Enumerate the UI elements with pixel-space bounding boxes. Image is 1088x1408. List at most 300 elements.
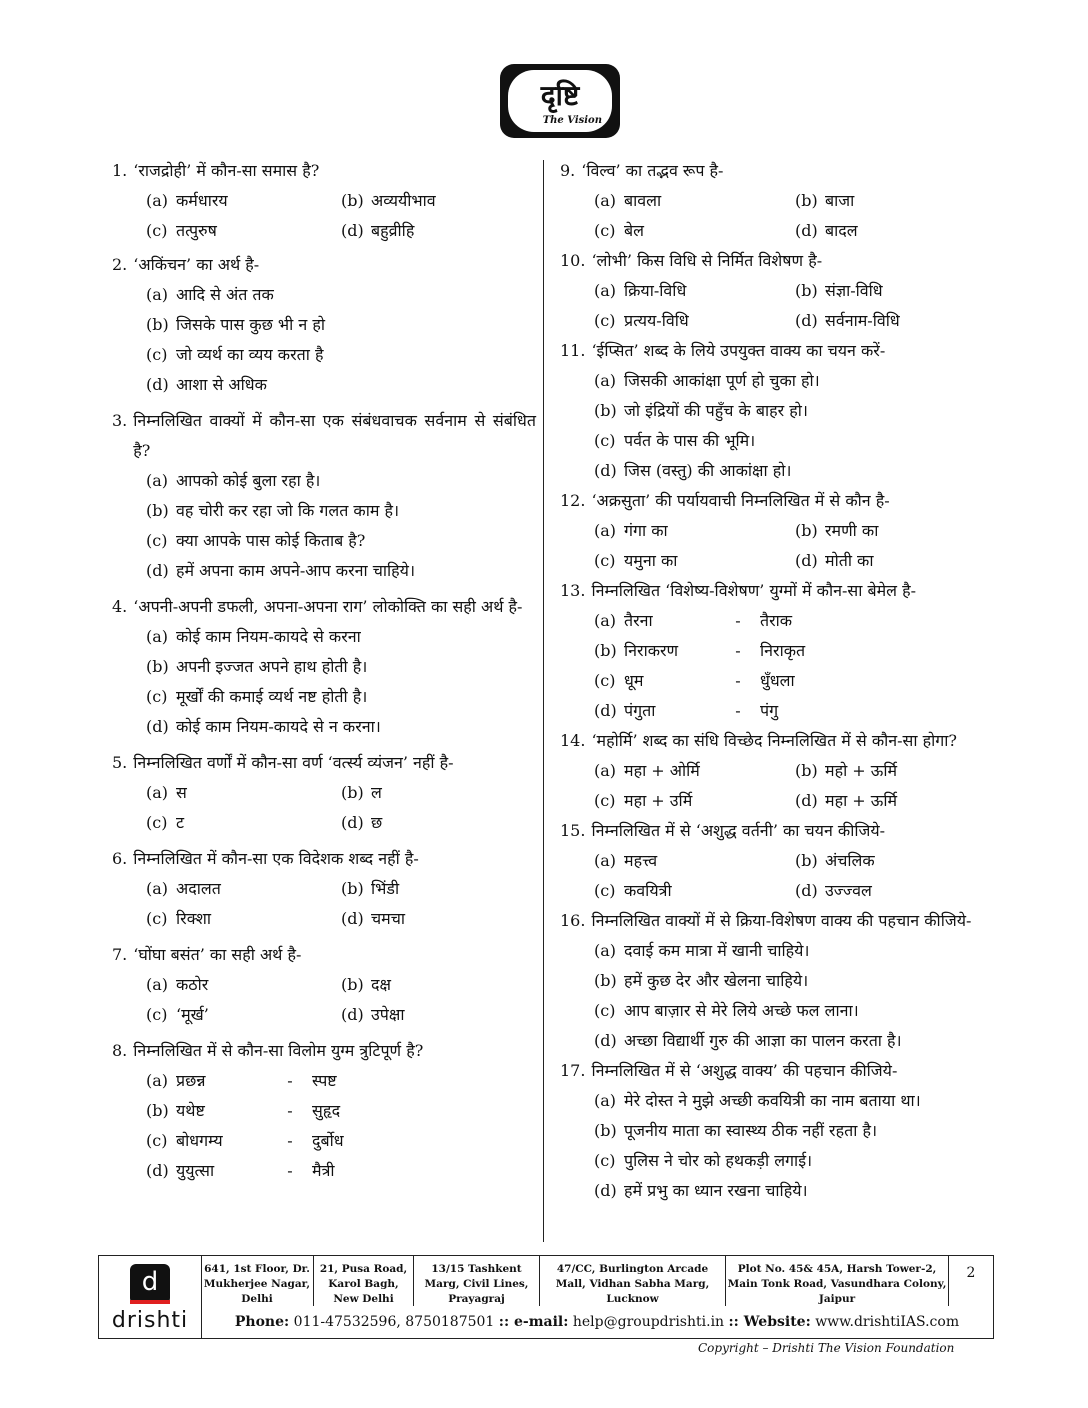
option-label: (c) [146, 1131, 168, 1150]
option-label: (c) [146, 345, 168, 364]
option-text: कठोर [176, 975, 209, 994]
question-text [560, 486, 996, 516]
option-label: (b) [594, 401, 617, 420]
email-label: :: e-mail: [498, 1314, 569, 1330]
options [594, 186, 996, 246]
option-label: (a) [146, 783, 169, 802]
option [594, 696, 996, 726]
question-stem: निम्नलिखित में से कौन-सा विलोम युग्म त्रुटिपूर्ण है? [133, 1041, 424, 1060]
option [594, 1086, 996, 1116]
option [146, 778, 341, 808]
question-number: 9. [560, 161, 576, 180]
option [146, 340, 536, 370]
option [146, 970, 341, 1000]
option-text: जिसके पास कुछ भी न हो [176, 315, 326, 334]
option-label: (d) [795, 551, 818, 570]
options [594, 366, 996, 486]
options [146, 186, 536, 246]
option-text: हमें कुछ देर और खेलना चाहिये। [624, 971, 809, 990]
email[interactable]: help@groupdrishti.in [572, 1314, 725, 1330]
question-block [560, 486, 996, 576]
option [146, 496, 536, 526]
option [146, 712, 536, 742]
option-row [594, 276, 996, 306]
option [341, 970, 536, 1000]
option-label: (d) [341, 909, 364, 928]
question-text [112, 748, 536, 778]
option-label: (b) [795, 191, 818, 210]
question-text [560, 246, 996, 276]
option-label: (c) [594, 221, 616, 240]
option-text: ‘मूर्ख’ [176, 1005, 209, 1024]
option-label: (d) [146, 375, 169, 394]
question-stem: ‘अपनी-अपनी डफली, अपना-अपना राग’ लोकोक्ति का सही अर्थ है- [133, 597, 523, 616]
option-word: बोधगम्य [176, 1131, 223, 1150]
logo-title: दृष्टि [540, 79, 580, 112]
option-dash: - [735, 701, 741, 720]
option [146, 186, 341, 216]
question-stem: ‘महोर्मि’ शब्द का संधि विच्छेद निम्नलिखित में से कौन-सा होगा? [591, 731, 957, 750]
option-text: ट [176, 813, 185, 832]
option-label: (b) [795, 851, 818, 870]
option-label: (a) [146, 1071, 169, 1090]
question-text [112, 406, 536, 466]
question-block [560, 816, 996, 906]
address-karol-bagh: 21, Pusa Road, Karol Bagh, New Delhi [314, 1256, 414, 1306]
option-text: भिंडी [371, 879, 400, 898]
option-label: (a) [594, 521, 617, 540]
option [594, 546, 795, 576]
option-label: (b) [341, 975, 364, 994]
option [146, 874, 341, 904]
option-text: अव्ययीभाव [371, 191, 436, 210]
option [594, 786, 795, 816]
question-stem: निम्नलिखित ‘विशेष्य-विशेषण’ युग्मों में कौन-सा बेमेल है- [591, 581, 916, 600]
option-label: (a) [146, 191, 169, 210]
option-text: जो व्यर्थ का व्यय करता है [176, 345, 324, 364]
option-text: आशा से अधिक [176, 375, 267, 394]
option-label: (a) [594, 851, 617, 870]
option-dash: - [735, 611, 741, 630]
option [795, 306, 996, 336]
option-label: (b) [146, 315, 169, 334]
footer-brand: drishti [111, 1308, 189, 1333]
option-label: (c) [594, 311, 616, 330]
question-stem: निम्नलिखित वर्णों में कौन-सा वर्ण ‘वर्त्स्य व्यंजन’ नहीं है- [133, 753, 454, 772]
option-label: (a) [594, 371, 617, 390]
option-row [594, 786, 996, 816]
option-pair-word: सुहृद [312, 1101, 341, 1120]
option-label: (a) [594, 191, 617, 210]
option-text: अंचलिक [825, 851, 875, 870]
option-label: (c) [146, 687, 168, 706]
option-label: (b) [341, 783, 364, 802]
options [594, 846, 996, 906]
question-block [112, 844, 536, 934]
option-text: अदालत [176, 879, 221, 898]
option-label: (a) [146, 975, 169, 994]
option [594, 936, 996, 966]
option [594, 1026, 996, 1056]
question-block [112, 1036, 536, 1186]
question-block [112, 592, 536, 742]
option-row [594, 216, 996, 246]
option-label: (d) [795, 791, 818, 810]
question-number: 1. [112, 161, 128, 180]
option [594, 456, 996, 486]
option-text: आप बाज़ार से मेरे लिये अच्छे फल लाना। [624, 1001, 859, 1020]
option-label: (c) [594, 431, 616, 450]
question-text [560, 1056, 996, 1086]
logo-red-bar [130, 1300, 170, 1304]
option-text: प्रत्यय-विधि [624, 311, 689, 330]
right-question-column [560, 156, 996, 1206]
option-text: आदि से अंत तक [176, 285, 274, 304]
option-pair-word: धुँधला [760, 671, 795, 690]
question-number: 2. [112, 255, 128, 274]
options [146, 778, 536, 838]
option-text: उज्ज्वल [825, 881, 872, 900]
option [594, 1146, 996, 1176]
option [795, 756, 996, 786]
option [146, 808, 341, 838]
logo-subtitle: The Vision [542, 115, 602, 126]
option-pair-word: दुर्बोध [312, 1131, 344, 1150]
option-text: महत्त्व [624, 851, 658, 870]
option [795, 186, 996, 216]
option-row [146, 186, 536, 216]
question-number: 14. [560, 731, 586, 750]
option-pair-word: तैराक [760, 611, 793, 630]
options [594, 1086, 996, 1206]
option [146, 904, 341, 934]
option [594, 216, 795, 246]
option [594, 186, 795, 216]
option-text: रमणी का [825, 521, 879, 540]
option [146, 1066, 536, 1096]
question-text [112, 156, 536, 186]
option-label: (b) [594, 1121, 617, 1140]
option-row [594, 546, 996, 576]
question-stem: ‘ईप्सित’ शब्द के लिये उपयुक्त वाक्य का चयन करें- [591, 341, 886, 360]
option [594, 876, 795, 906]
options [594, 606, 996, 726]
question-stem: ‘विल्व’ का तद्भव रूप है- [581, 161, 724, 180]
option [594, 366, 996, 396]
option-row [146, 874, 536, 904]
option-text: महा + उर्मि [624, 791, 693, 810]
option-text: हमें अपना काम अपने-आप करना चाहिये। [176, 561, 416, 580]
question-number: 10. [560, 251, 586, 270]
question-number: 5. [112, 753, 128, 772]
question-text [560, 336, 996, 366]
option-pair-word: स्पष्ट [312, 1071, 337, 1090]
option-text: सर्वनाम-विधि [825, 311, 900, 330]
option-text: स [176, 783, 187, 802]
option-label: (d) [795, 881, 818, 900]
option-row [594, 876, 996, 906]
option [146, 652, 536, 682]
option-word: यथेष्ट [176, 1101, 205, 1120]
option-label: (d) [341, 1005, 364, 1024]
option-row [146, 778, 536, 808]
option-row [146, 216, 536, 246]
option-word: निराकरण [624, 641, 679, 660]
options [594, 516, 996, 576]
options [146, 280, 536, 400]
option-text: उपेक्षा [371, 1005, 405, 1024]
column-divider [543, 160, 544, 1242]
option-row [594, 756, 996, 786]
option [146, 370, 536, 400]
option-text: क्रिया-विधि [624, 281, 687, 300]
option [341, 904, 536, 934]
option-text: कवयित्री [624, 881, 672, 900]
option [594, 846, 795, 876]
option-dash: - [287, 1161, 293, 1180]
option-text: महा + ऊर्मि [825, 791, 898, 810]
option [594, 996, 996, 1026]
option [146, 466, 536, 496]
option-text: बादल [825, 221, 858, 240]
option-dash: - [287, 1101, 293, 1120]
option [594, 666, 996, 696]
option-label: (d) [341, 813, 364, 832]
options [146, 466, 536, 586]
question-number: 7. [112, 945, 128, 964]
option-dash: - [735, 641, 741, 660]
option-label: (a) [146, 627, 169, 646]
option-text: संज्ञा-विधि [825, 281, 883, 300]
question-stem: निम्नलिखित में कौन-सा एक विदेशक शब्द नहीं है- [133, 849, 419, 868]
option [594, 276, 795, 306]
option-label: (a) [594, 761, 617, 780]
question-stem: निम्नलिखित वाक्यों में से क्रिया-विशेषण वाक्य की पहचान कीजिये- [591, 911, 972, 930]
question-block [560, 246, 996, 336]
option-row [146, 1000, 536, 1030]
option [146, 1000, 341, 1030]
option [341, 186, 536, 216]
option [594, 516, 795, 546]
footer-logo [99, 1256, 202, 1338]
option [341, 874, 536, 904]
options [146, 622, 536, 742]
option-text: रिक्शा [176, 909, 212, 928]
option [146, 526, 536, 556]
option-text: क्या आपके पास कोई किताब है? [176, 531, 366, 550]
option-label: (c) [594, 791, 616, 810]
option-label: (a) [146, 471, 169, 490]
question-block [112, 748, 536, 838]
option-text: बाजा [825, 191, 855, 210]
option-label: (c) [594, 671, 616, 690]
question-stem: निम्नलिखित वाक्यों में कौन-सा एक संबंधवाचक सर्वनाम से संबंधित है? [133, 411, 536, 460]
left-question-column [112, 156, 536, 1186]
option-label: (b) [341, 191, 364, 210]
option [795, 516, 996, 546]
option-text: पर्वत के पास की भूमि। [624, 431, 756, 450]
option [795, 276, 996, 306]
option-text: मेरे दोस्त ने मुझे अच्छी कवयित्री का नाम बताया था। [624, 1091, 921, 1110]
option-text: तत्पुरुष [176, 221, 217, 240]
option [594, 636, 996, 666]
question-number: 11. [560, 341, 586, 360]
question-number: 13. [560, 581, 586, 600]
option-label: (d) [594, 1181, 617, 1200]
option-text: छ [371, 813, 383, 832]
option-word: पंगुता [624, 701, 656, 720]
option-label: (d) [795, 311, 818, 330]
option [594, 756, 795, 786]
question-text [560, 816, 996, 846]
question-text [560, 156, 996, 186]
question-number: 12. [560, 491, 586, 510]
website-link[interactable]: www.drishtiIAS.com [815, 1314, 960, 1330]
option-text: अच्छा विद्यार्थी गुरु की आज्ञा का पालन करता है। [624, 1031, 902, 1050]
option-label: (d) [594, 1031, 617, 1050]
question-text [560, 906, 996, 936]
option-text: जिसकी आकांक्षा पूर्ण हो चुका हो। [624, 371, 820, 390]
question-number: 4. [112, 597, 128, 616]
option [341, 778, 536, 808]
option-text: पूजनीय माता का स्वास्थ्य ठीक नहीं रहता है। [624, 1121, 878, 1140]
option [594, 306, 795, 336]
option-text: पुलिस ने चोर को हथकड़ी लगाई। [624, 1151, 813, 1170]
option [146, 216, 341, 246]
question-text [112, 1036, 536, 1066]
option [594, 1176, 996, 1206]
drishti-logo [500, 64, 620, 138]
option-label: (b) [795, 281, 818, 300]
option-label: (a) [594, 281, 617, 300]
option [341, 216, 536, 246]
question-stem: ‘लोभी’ किस विधि से निर्मित विशेषण है- [591, 251, 823, 270]
question-block [112, 940, 536, 1030]
option [146, 1126, 536, 1156]
option-text: मोती का [825, 551, 874, 570]
question-stem: ‘राजद्रोही’ में कौन-सा समास है? [133, 161, 320, 180]
footer [98, 1255, 994, 1339]
options [146, 1066, 536, 1186]
question-text [112, 592, 536, 622]
option-label: (c) [146, 813, 168, 832]
option-text: ल [371, 783, 382, 802]
option-label: (d) [146, 561, 169, 580]
option-text: जिस (वस्तु) की आकांक्षा हो। [624, 461, 792, 480]
option-dash: - [735, 671, 741, 690]
option-label: (d) [146, 1161, 169, 1180]
option-text: आपको कोई बुला रहा है। [176, 471, 321, 490]
option-text: महो + ऊर्मि [825, 761, 898, 780]
option-pair-word: निराकृत [760, 641, 806, 660]
option-row [594, 846, 996, 876]
option-label: (b) [146, 657, 169, 676]
question-stem: ‘घोंघा बसंत’ का सही अर्थ है- [133, 945, 302, 964]
question-text [112, 844, 536, 874]
option-label: (c) [594, 1001, 616, 1020]
address-delhi: 641, 1st Floor, Dr. Mukherjee Nagar, Delhi [201, 1256, 314, 1306]
option [795, 786, 996, 816]
option [594, 1116, 996, 1146]
question-number: 8. [112, 1041, 128, 1060]
website-label: :: Website: [728, 1314, 811, 1330]
question-block [112, 406, 536, 586]
options [594, 756, 996, 816]
option-label: (c) [594, 881, 616, 900]
option [594, 426, 996, 456]
option-row [594, 306, 996, 336]
option-text: वह चोरी कर रहा जो कि गलत काम है। [176, 501, 400, 520]
question-block [560, 156, 996, 246]
question-block [560, 576, 996, 726]
option-label: (d) [146, 717, 169, 736]
option [795, 846, 996, 876]
question-number: 15. [560, 821, 586, 840]
option [146, 310, 536, 340]
question-block [112, 250, 536, 400]
option-text: अपनी इज्जत अपने हाथ होती है। [176, 657, 368, 676]
option [795, 216, 996, 246]
option-word: धूम [624, 671, 644, 690]
option [594, 396, 996, 426]
page-number: 2 [966, 1265, 976, 1281]
option-text: चमचा [371, 909, 406, 928]
option-label: (b) [795, 761, 818, 780]
option-label: (a) [594, 611, 617, 630]
option-text: बेल [624, 221, 644, 240]
option-text: दवाई कम मात्रा में खानी चाहिये। [624, 941, 810, 960]
option-word: प्रछन्न [176, 1071, 206, 1090]
question-stem: ‘अक्रसुता’ की पर्यायवाची निम्नलिखित में से कौन है- [591, 491, 890, 510]
option [594, 606, 996, 636]
copyright: Copyright – Drishti The Vision Foundation [698, 1341, 955, 1355]
option-row [594, 516, 996, 546]
question-text [112, 250, 536, 280]
option [594, 966, 996, 996]
option-label: (b) [594, 971, 617, 990]
option-label: (c) [146, 221, 168, 240]
option-label: (b) [795, 521, 818, 540]
question-number: 3. [112, 411, 128, 430]
question-number: 17. [560, 1061, 586, 1080]
phone: 011-47532596, 8750187501 [293, 1314, 495, 1330]
phone-label: Phone: [234, 1314, 290, 1330]
option-pair-word: पंगु [760, 701, 779, 720]
option-dash: - [287, 1131, 293, 1150]
option-label: (b) [146, 1101, 169, 1120]
option [341, 808, 536, 838]
address-lucknow: 47/CC, Burlington Arcade Mall, Vidhan Sabha Marg, Lucknow [540, 1256, 726, 1306]
option-text: कोई काम नियम-कायदे से करना [176, 627, 361, 646]
address-jaipur: Plot No. 45& 45A, Harsh Tower-2, Main Tonk Road, Vasundhara Colony, Jaipur [726, 1256, 949, 1306]
option [795, 546, 996, 576]
d-logo-icon: d [130, 1264, 170, 1304]
question-stem: ‘अकिंचन’ का अर्थ है- [133, 255, 260, 274]
option-label: (c) [146, 909, 168, 928]
option-label: (c) [146, 1005, 168, 1024]
option-label: (b) [594, 641, 617, 660]
option-text: दक्ष [371, 975, 391, 994]
option-row [146, 808, 536, 838]
question-text [112, 940, 536, 970]
option-label: (a) [594, 941, 617, 960]
option-label: (c) [594, 1151, 616, 1170]
contact-line [201, 1314, 993, 1330]
option-text: गंगा का [624, 521, 668, 540]
option [146, 1156, 536, 1186]
option-label: (a) [146, 285, 169, 304]
option-row [594, 186, 996, 216]
